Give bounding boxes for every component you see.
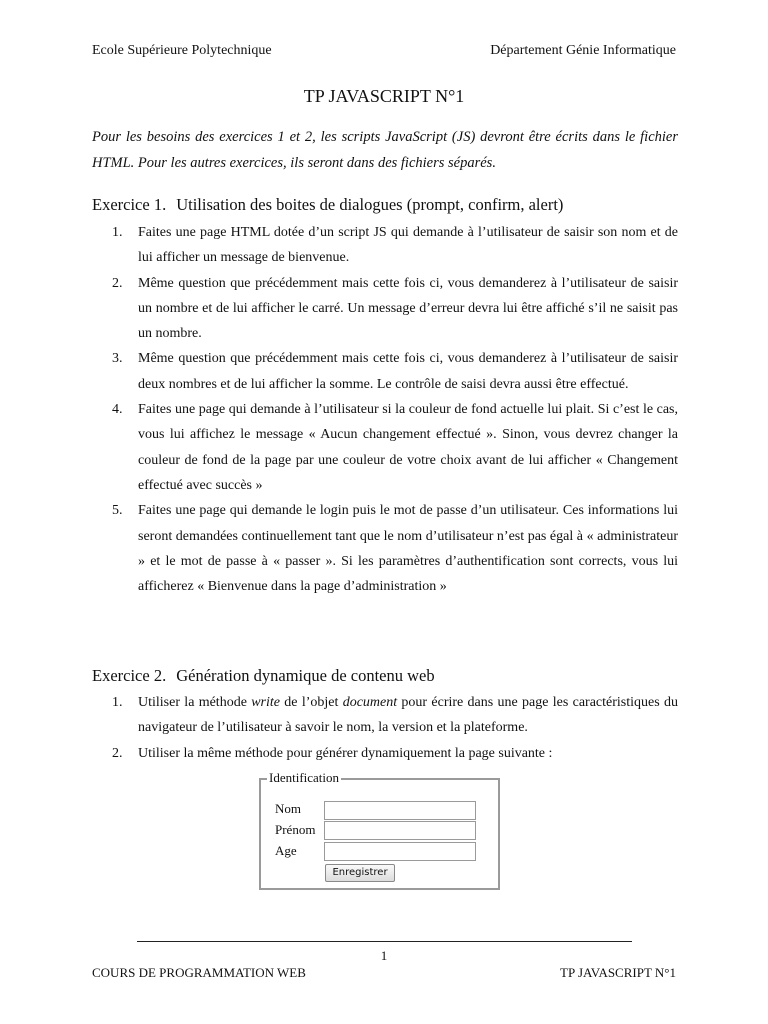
footer-rule [137, 941, 632, 942]
footer-course: COURS DE PROGRAMMATION WEB [92, 965, 306, 980]
item-number: 2. [112, 745, 123, 761]
item-text: Utiliser la méthode write de l’objet document pour écrire dans une page les caractéristiques du navigateur de l’utilisateur à savoir le nom, la version et la plateforme. [138, 695, 678, 736]
prenom-label: Prénom [275, 822, 316, 837]
exercise-2-heading [92, 666, 435, 686]
item-text: Faites une page qui demande le login puis le mot de passe d’un utilisateur. Ces informations lui seront demandées continuellement tant que le nom d’utilisateur n’est pas égal à « administrateur » et le mot de passe à « passer ». Si les paramètres d’authentification sont corrects, vous lui afficherez « Bienvenue dans la page d’administration » [138, 503, 678, 595]
list-item [112, 690, 678, 741]
item-number: 1. [112, 225, 123, 240]
item-number: 3. [112, 351, 123, 367]
age-input[interactable] [324, 842, 476, 861]
write-method: write [251, 695, 280, 710]
exercise-2-list [112, 690, 678, 766]
item-text: Même question que précédemment mais cette fois ci, vous demanderez à l’utilisateur de saisir un nombre et de lui afficher le carré. Un message d’erreur devra lui être affiché s’il ne saisit pas un nombre. [138, 275, 678, 342]
document-object: document [342, 695, 398, 710]
exercise-1-number: Exercice 1. [92, 195, 167, 214]
nom-input[interactable] [324, 801, 476, 820]
page-title: TP JAVASCRIPT N°1 [303, 86, 465, 106]
list-item [112, 397, 678, 498]
item-text: Utiliser la même méthode pour générer dynamiquement la page suivante : [138, 745, 553, 761]
list-item [112, 346, 678, 397]
identification-fieldset [259, 770, 500, 890]
enregistrer-button[interactable]: Enregistrer [325, 864, 395, 882]
list-item [112, 220, 678, 271]
header-department: Département Génie Informatique [490, 43, 676, 58]
exercise-2-title: Génération dynamique de contenu web [176, 666, 435, 685]
item-text: Faites une page qui demande à l’utilisateur si la couleur de fond actuelle lui plait. Si c’est le cas, vous lui affichez le message « Aucun changement effectué ». Sinon, vous devrez changer la couleur de fond de la page par une couleur de votre choix avant de lui afficher « Changement effectué avec succès » [138, 402, 678, 493]
item-number: 1. [112, 695, 123, 710]
item-text: Même question que précédemment mais cette fois ci, vous demanderez à l’utilisateur de saisir deux nombres et de lui afficher la somme. Le contrôle de saisi devra aussi être effectué. [138, 351, 678, 392]
item-text: Faites une page HTML dotée d’un script JS qui demande à l’utilisateur de saisir son nom et de lui afficher un message de bienvenue. [138, 225, 678, 266]
list-item [112, 271, 678, 347]
header-school: Ecole Supérieure Polytechnique [92, 43, 272, 58]
item-number: 2. [112, 275, 123, 291]
exercise-2-number: Exercice 2. [92, 666, 167, 685]
item-number: 5. [112, 503, 123, 519]
item-number: 4. [112, 402, 123, 418]
fieldset-legend: Identification [269, 770, 340, 785]
list-item [112, 498, 678, 599]
exercise-1-heading [92, 195, 563, 215]
exercise-1-title: Utilisation des boites de dialogues (prompt, confirm, alert) [176, 195, 564, 214]
list-item [112, 741, 678, 766]
footer-tp: TP JAVASCRIPT N°1 [560, 965, 676, 980]
prenom-input[interactable] [324, 821, 476, 840]
page-number: 1 [380, 948, 388, 963]
age-label: Age [275, 843, 297, 858]
nom-label: Nom [275, 801, 301, 816]
intro-paragraph: Pour les besoins des exercices 1 et 2, les scripts JavaScript (JS) devront être écrits dans le fichier HTML. Pour les autres exercices, ils seront dans des fichiers séparés. [92, 129, 678, 171]
exercise-1-list [112, 220, 678, 599]
